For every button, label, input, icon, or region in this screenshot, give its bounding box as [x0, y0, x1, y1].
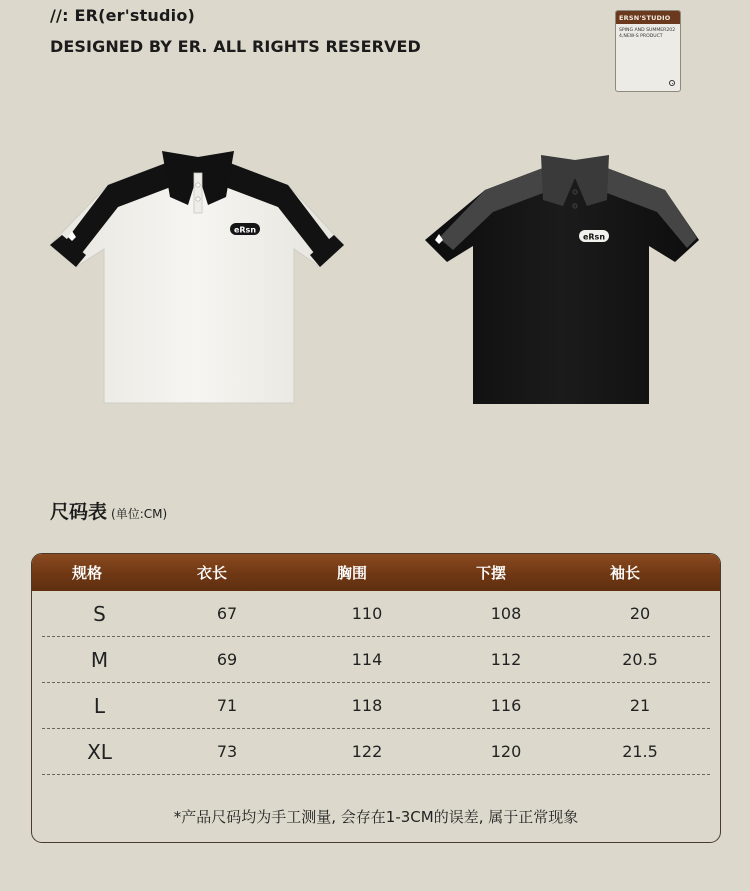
table-row [42, 729, 710, 775]
length-value: 71 [216, 696, 238, 715]
shirt-logo-text: eRsn [582, 232, 606, 242]
tag-title: ERSN'STUDIO [616, 11, 680, 24]
chest-value: 118 [351, 696, 383, 715]
size-label: L [93, 693, 106, 718]
header-hem: 下摆 [475, 564, 506, 582]
chest-value: 114 [351, 650, 383, 669]
product-tag-card [615, 10, 681, 92]
sleeve-value: 21 [629, 696, 651, 715]
length-value: 69 [216, 650, 238, 669]
length-value: 73 [216, 742, 238, 761]
chest-value: 110 [351, 604, 383, 623]
table-row [42, 683, 710, 729]
size-chart-heading: 尺码表 [50, 501, 108, 523]
header-chest: 胸围 [336, 564, 367, 582]
hem-value: 112 [490, 650, 522, 669]
table-row [42, 591, 710, 637]
black-polo-shirt-image [425, 150, 725, 408]
header-spec: 规格 [71, 564, 102, 582]
header-sleeve: 袖长 [609, 564, 640, 582]
size-chart-unit: (单位:CM) [111, 507, 168, 521]
sleeve-value: 20 [629, 604, 651, 623]
header-length: 衣长 [196, 564, 227, 582]
hem-value: 120 [490, 742, 522, 761]
table-row [42, 637, 710, 683]
size-label: XL [87, 739, 112, 764]
shirt-logo-text: eRsn [233, 225, 257, 235]
size-chart-title [50, 497, 167, 524]
size-label: M [90, 647, 109, 672]
chest-value: 122 [351, 742, 383, 761]
length-value: 67 [216, 604, 238, 623]
registered-mark-icon [669, 80, 675, 86]
rights-statement: DESIGNED BY ER. ALL RIGHTS RESERVED [50, 37, 421, 56]
sleeve-value: 20.5 [622, 650, 658, 669]
hem-value: 116 [490, 696, 522, 715]
measurement-note: *产品尺码均为手工测量, 会存在1-3CM的误差, 属于正常现象 [173, 808, 579, 826]
size-label: S [93, 601, 106, 626]
white-polo-shirt-image [48, 145, 348, 407]
size-table-header [32, 554, 720, 591]
brand-title: //: ER(er'studio) [50, 6, 196, 25]
tag-text: SPING AND SUMMER2024,NEW-S PRODUCT [619, 28, 676, 39]
hem-value: 108 [490, 604, 522, 623]
size-table [31, 553, 721, 843]
sleeve-value: 21.5 [622, 742, 658, 761]
